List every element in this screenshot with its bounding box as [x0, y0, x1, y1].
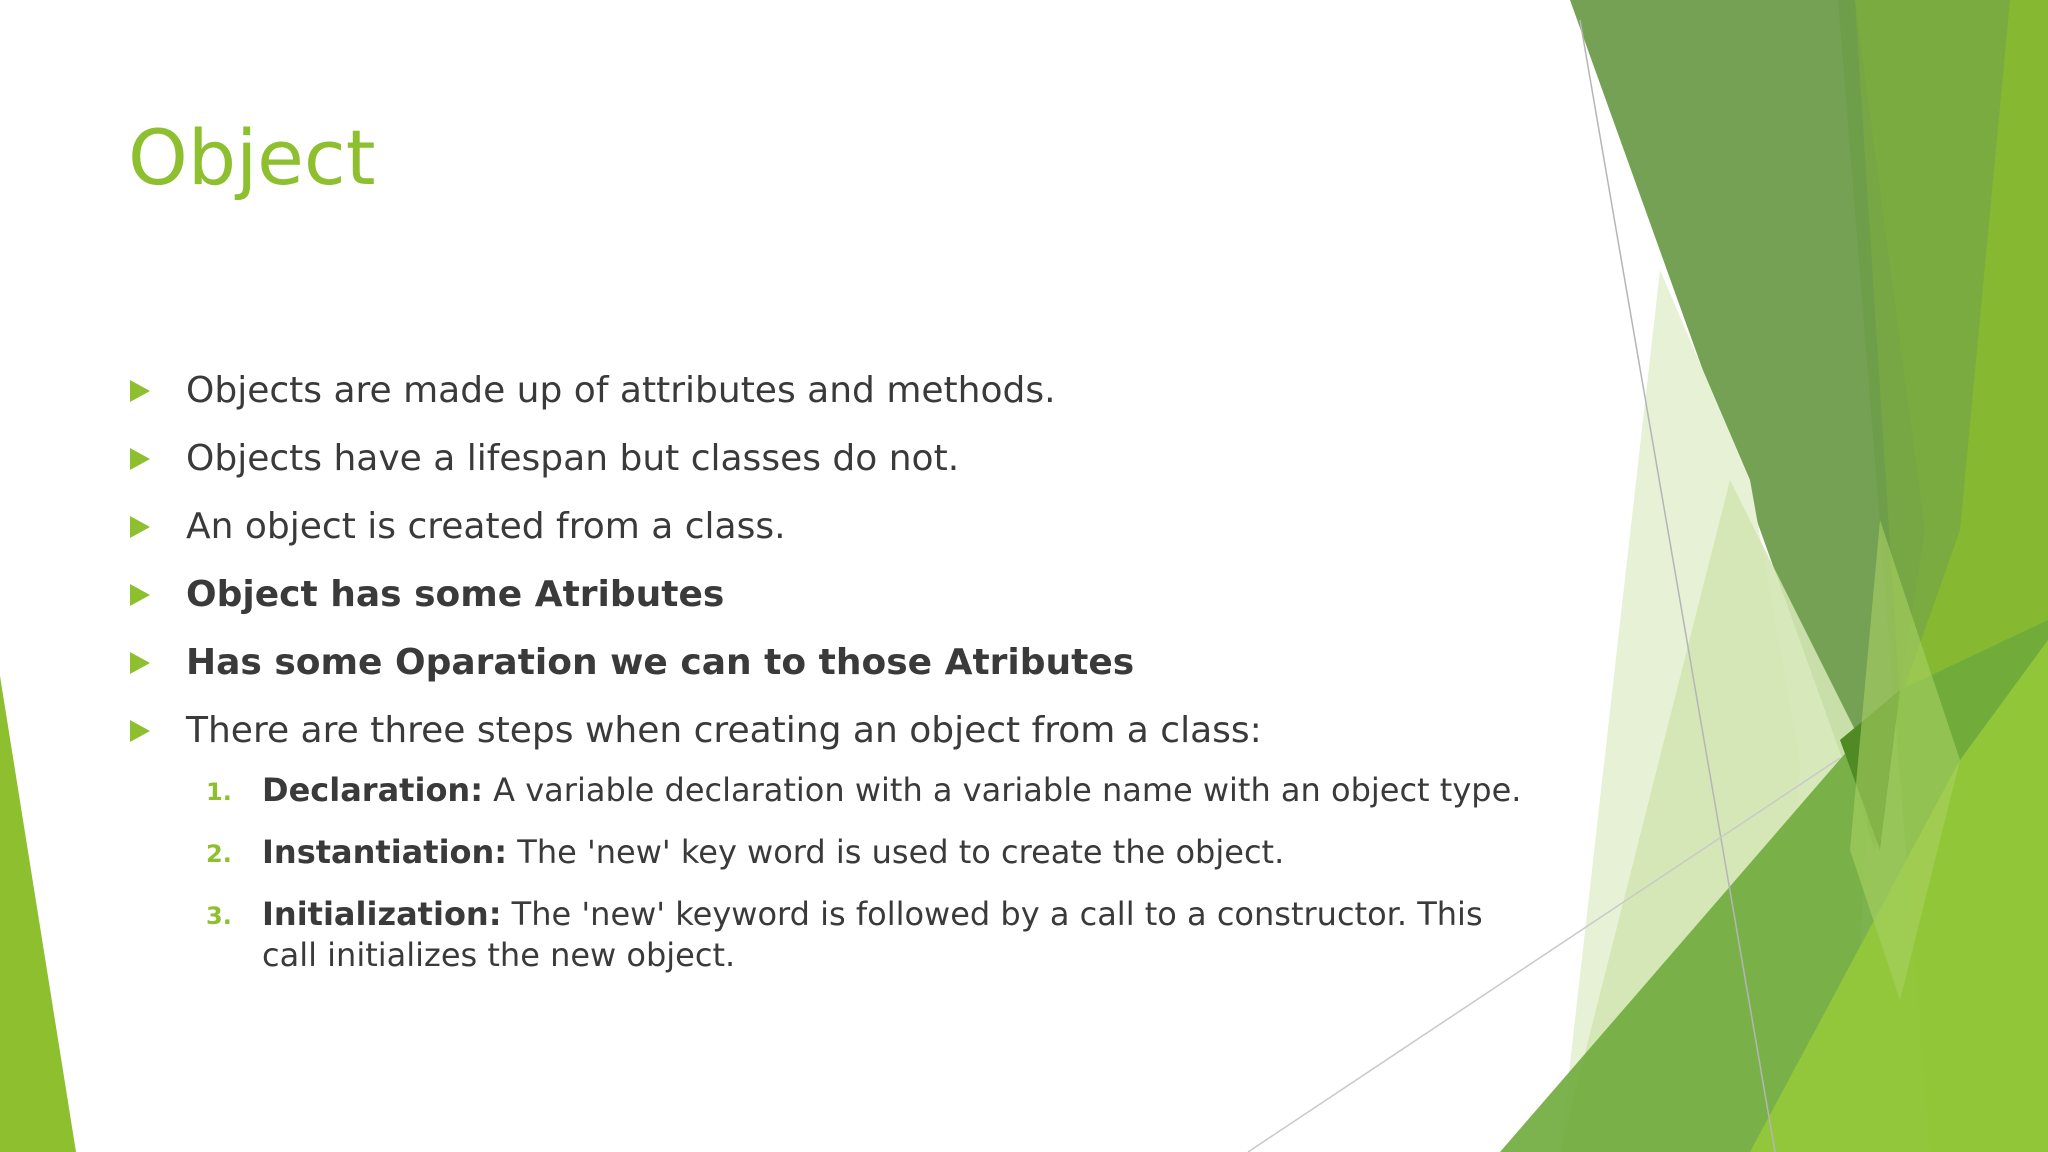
bullet-text-bold: Object has some Atributes [186, 574, 725, 615]
steps-container [130, 770, 1530, 976]
triangle-bullet-icon [130, 380, 150, 402]
triangle-bullet-icon [130, 448, 150, 470]
left-green-sliver [0, 676, 76, 1152]
bullet-item [130, 570, 1530, 638]
triangle-bullet-icon [130, 516, 150, 538]
step-term: Instantiation: [262, 833, 508, 871]
step-body [262, 832, 1530, 873]
bullet-text: An object is created from a class. [186, 506, 786, 547]
bullet-item [130, 434, 1530, 502]
step-body [262, 770, 1530, 811]
bullet-item [130, 366, 1530, 434]
bullet-item [130, 502, 1530, 570]
step-number: 2. [206, 840, 232, 868]
step-description: The 'new' keyword is followed by a call to a constructor. This call initializes the new object. [262, 895, 1483, 974]
bullet-text: Objects are made up of attributes and methods. [186, 370, 1056, 411]
steps-list [206, 770, 1530, 976]
bullet-item [130, 706, 1530, 770]
bullet-text: Objects have a lifespan but classes do not. [186, 438, 960, 479]
triangle-bullet-icon [130, 720, 150, 742]
step-term: Declaration: [262, 771, 483, 809]
step-description: A variable declaration with a variable name with an object type. [483, 771, 1522, 809]
step-term: Initialization: [262, 895, 502, 933]
slide-title: Object [128, 113, 376, 202]
step-number: 1. [206, 778, 232, 806]
bullet-text-bold: Has some Oparation we can to those Atributes [186, 642, 1135, 683]
step-number: 3. [206, 902, 232, 930]
step-item [206, 770, 1530, 814]
bullet-list [130, 366, 1530, 994]
triangle-bullet-icon [130, 584, 150, 606]
step-body [262, 894, 1530, 976]
bullet-item [130, 638, 1530, 706]
step-description: The 'new' key word is used to create the object. [507, 833, 1285, 871]
step-item [206, 832, 1530, 876]
bullet-text: There are three steps when creating an object from a class: [186, 710, 1262, 751]
step-item [206, 894, 1530, 976]
triangle-bullet-icon [130, 652, 150, 674]
